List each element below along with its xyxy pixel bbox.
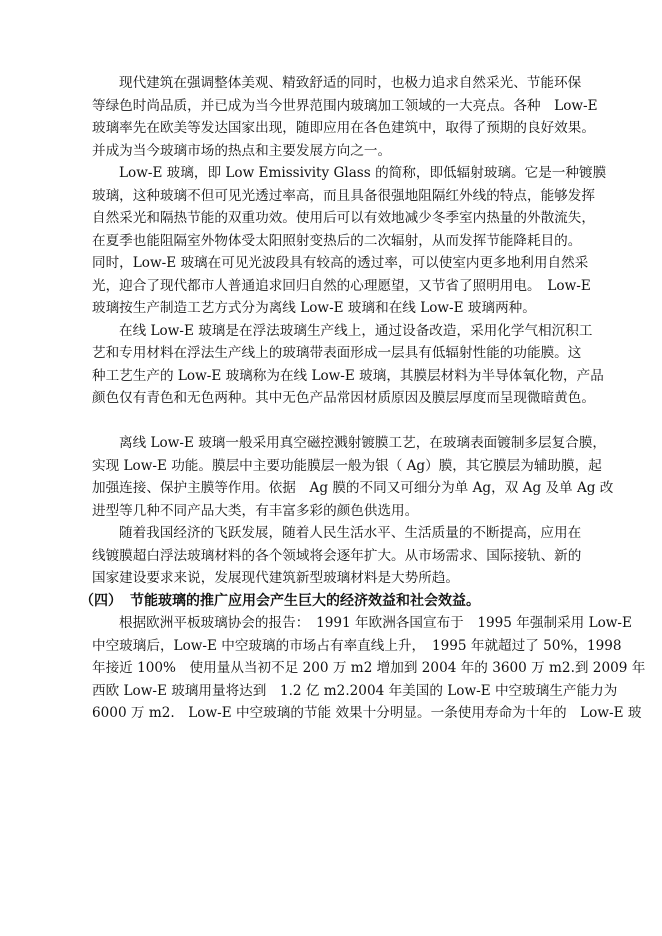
paragraph-low-e-definition (92, 162, 607, 320)
text-line: 玻璃，这种玻璃不但可见光透过率高，而且具备很强地阻隔红外线的特点，能够发挥 (92, 187, 595, 204)
text-line: 玻璃按生产制造工艺方式分为离线 Low-E 玻璃和在线 Low-E 玻璃两种。 (92, 300, 536, 316)
paragraph-development-trend (92, 522, 582, 590)
text-line: 根据欧洲平板玻璃协会的报告： 1991 年欧洲各国宣布于 1995 年强制采用 Low-E (119, 615, 632, 631)
text-line: 线镀膜超白浮法玻璃材料的各个领域将会逐年扩大。从市场需求、国际接轨、新的 (92, 547, 582, 564)
text-line: 光，迎合了现代都市人普通追求回归自然的心理愿望，又节省了照明用电。 Low-E (92, 277, 591, 294)
text-line: 在夏季也能阻隔室外物体受太阳照射变热后的二次辐射，从而发挥节能降耗目的。 (92, 232, 582, 249)
section-title: 节能玻璃的推广应用会产生巨大的经济效益和社会效益。 (130, 592, 480, 609)
paragraph-offline-low-e (92, 432, 614, 522)
paragraph-intro (92, 72, 598, 162)
text-line: 种工艺生产的 Low-E 玻璃称为在线 Low-E 玻璃，其膜层材料为半导体氧化物，产品 (92, 367, 604, 384)
text-line: 进型等几种不同产品大类，有丰富多彩的颜色供选用。 (92, 502, 419, 519)
paragraph-european-report (92, 612, 646, 725)
text-line: 现代建筑在强调整体美观、精致舒适的同时，也极力追求自然采光、节能环保 (119, 75, 582, 91)
text-line: 西欧 Low-E 玻璃用量将达到 1.2 亿 m2.2004 年美国的 Low-E 中空玻璃生产能力为 (92, 682, 618, 699)
text-line: 6000 万 m2. Low-E 中空玻璃的节能 效果十分明显。一条使用寿命为十年的 Low-E 玻 (92, 705, 642, 721)
text-line: 并成为当今玻璃市场的热点和主要发展方向之一。 (92, 142, 392, 159)
text-line: 年接近 100% 使用量从当初不足 200 万 m2 增加到 2004 年的 3600 万 m2.到 2009 年 (92, 660, 646, 676)
section-heading (80, 590, 572, 613)
text-line: 在线 Low-E 玻璃是在浮法玻璃生产线上，通过设备改造，采用化学气相沉积工 (119, 322, 593, 339)
text-line: 自然采光和隔热节能的双重功效。使用后可以有效地减少冬季室内热量的外散流失， (92, 210, 595, 226)
section-number: （四） (80, 592, 122, 609)
text-line: 中空玻璃后，Low-E 中空玻璃的市场占有率直线上升， 1995 年就超过了 50%，1998 (92, 637, 622, 654)
document-page (80, 72, 646, 725)
text-line: 艺和专用材料在浮法生产线上的玻璃带表面形成一层具有低辐射性能的功能膜。这 (92, 345, 582, 361)
text-line: 同时，Low-E 玻璃在可见光波段具有较高的透过率，可以使室内更多地利用自然采 (92, 255, 589, 271)
paragraph-online-low-e (92, 320, 604, 410)
text-line: 玻璃率先在欧美等发达国家出现，随即应用在各色建筑中，取得了预期的良好效果。 (92, 120, 595, 136)
text-line: 国家建设要求来说，发展现代建筑新型玻璃材料是大势所趋。 (92, 570, 460, 586)
blank-line (92, 410, 572, 433)
text-line: 加强连接、保护主膜等作用。依据 Ag 膜的不同又可细分为单 Ag，双 Ag 及单 Ag 改 (92, 480, 614, 496)
text-line: 随着我国经济的飞跃发展，随着人民生活水平、生活质量的不断提高，应用在 (119, 525, 582, 541)
text-line: 等绿色时尚品质，并已成为当今世界范围内玻璃加工领域的一大亮点。各种 Low-E (92, 97, 598, 114)
text-line: 实现 Low-E 功能。膜层中主要功能膜层一般为银（ Ag）膜，其它膜层为辅助膜，起 (92, 457, 602, 474)
text-line: Low-E 玻璃，即 Low Emissivity Glass 的简称，即低辐射玻璃。它是一种镀膜 (119, 165, 607, 181)
text-line: 颜色仅有青色和无色两种。其中无色产品常因材质原因及膜层厚度而呈现微暗黄色。 (92, 390, 595, 406)
text-line: 离线 Low-E 玻璃一般采用真空磁控溅射镀膜工艺，在玻璃表面镀制多层复合膜， (119, 435, 607, 451)
